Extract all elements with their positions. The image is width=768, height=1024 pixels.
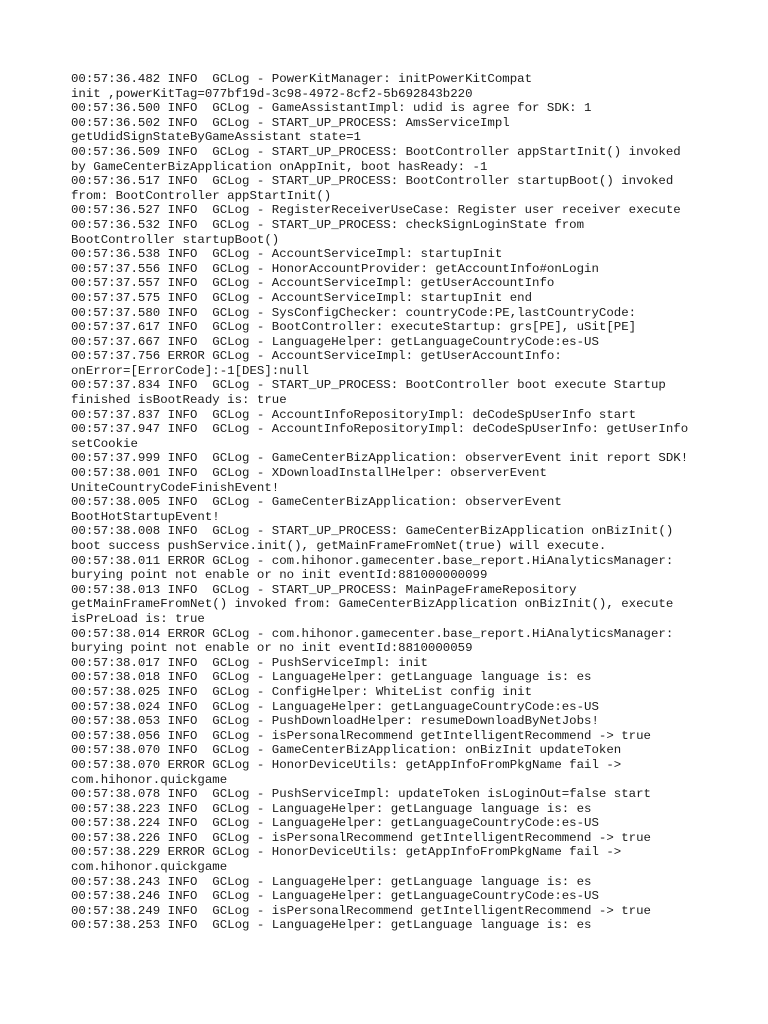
log-line: 00:57:37.999 INFO GCLog - GameCenterBizApplication: observerEvent init report SDK! — [71, 451, 689, 466]
log-line: isPreLoad is: true — [71, 611, 205, 626]
log-line: 00:57:37.837 INFO GCLog - AccountInfoRepositoryImpl: deCodeSpUserInfo start — [71, 407, 637, 422]
log-line: 00:57:38.224 INFO GCLog - LanguageHelper: getLanguageCountryCode:es-US — [71, 816, 599, 831]
log-line: getMainFrameFromNet() invoked from: GameCenterBizApplication onBizInit(), execute — [71, 597, 674, 612]
log-line: 00:57:37.617 INFO GCLog - BootController: executeStartup: grs[PE], uSit[PE] — [71, 320, 637, 335]
log-line: 00:57:38.018 INFO GCLog - LanguageHelper: getLanguage language is: es — [71, 670, 592, 685]
log-line: 00:57:38.078 INFO GCLog - PushServiceImpl: updateToken isLoginOut=false start — [71, 787, 651, 802]
log-line: 00:57:37.575 INFO GCLog - AccountServiceImpl: startupInit end — [71, 290, 533, 305]
log-line: 00:57:38.223 INFO GCLog - LanguageHelper: getLanguage language is: es — [71, 801, 592, 816]
log-line: init ,powerKitTag=077bf19d-3c98-4972-8cf2-5b692843b220 — [71, 86, 473, 101]
log-line: 00:57:36.538 INFO GCLog - AccountServiceImpl: startupInit — [71, 247, 503, 262]
log-line: 00:57:38.008 INFO GCLog - START_UP_PROCESS: GameCenterBizApplication onBizInit() — [71, 524, 674, 539]
log-line: setCookie — [71, 436, 138, 451]
log-line: com.hihonor.quickgame — [71, 860, 228, 875]
log-line: 00:57:37.580 INFO GCLog - SysConfigChecker: countryCode:PE,lastCountryCode: — [71, 305, 637, 320]
log-line: boot success pushService.init(), getMainFrameFromNet(true) will execute. — [71, 539, 607, 553]
log-line: UniteCountryCodeFinishEvent! — [71, 480, 280, 495]
log-line: 00:57:38.017 INFO GCLog - PushServiceImpl: init — [71, 655, 428, 670]
log-line: 00:57:37.667 INFO GCLog - LanguageHelper: getLanguageCountryCode:es-US — [71, 334, 599, 349]
log-line: 00:57:37.557 INFO GCLog - AccountServiceImpl: getUserAccountInfo — [71, 276, 555, 291]
log-line: 00:57:36.500 INFO GCLog - GameAssistantImpl: udid is agree for SDK: 1 — [71, 101, 592, 116]
log-line: 00:57:38.011 ERROR GCLog - com.hihonor.gamecenter.base_report.HiAnalyticsManager: — [71, 553, 674, 568]
log-line: 00:57:38.025 INFO GCLog - ConfigHelper: WhiteList config init — [71, 684, 533, 699]
log-line: onError=[ErrorCode]:-1[DES]:null — [71, 363, 309, 378]
log-line: BootHotStartupEvent! — [71, 509, 220, 524]
log-line: 00:57:38.056 INFO GCLog - isPersonalRecommend getIntelligentRecommend -> true — [71, 728, 651, 743]
log-line: 00:57:38.226 INFO GCLog - isPersonalRecommend getIntelligentRecommend -> true — [71, 830, 651, 845]
log-line: 00:57:38.253 INFO GCLog - LanguageHelper: getLanguage language is: es — [71, 918, 592, 933]
log-line: com.hihonor.quickgame — [71, 772, 228, 787]
log-line: burying point not enable or no init eventId:881000000099 — [71, 568, 488, 583]
log-line: finished isBootReady is: true — [71, 393, 287, 408]
log-line: burying point not enable or no init eventId:8810000059 — [71, 641, 473, 656]
log-line: 00:57:38.249 INFO GCLog - isPersonalRecommend getIntelligentRecommend -> true — [71, 903, 651, 918]
log-line: 00:57:38.014 ERROR GCLog - com.hihonor.gamecenter.base_report.HiAnalyticsManager: — [71, 626, 674, 641]
log-line: getUdidSignStateByGameAssistant state=1 — [71, 130, 361, 145]
log-line: 00:57:36.527 INFO GCLog - RegisterReceiverUseCase: Register user receiver execute — [71, 203, 681, 218]
log-line: from: BootController appStartInit() — [71, 188, 332, 203]
log-line: 00:57:38.243 INFO GCLog - LanguageHelper: getLanguage language is: es — [71, 874, 592, 889]
log-text-block — [71, 72, 711, 933]
log-line: 00:57:38.229 ERROR GCLog - HonorDeviceUtils: getAppInfoFromPkgName fail -> — [71, 845, 622, 860]
log-line: 00:57:36.517 INFO GCLog - START_UP_PROCESS: BootController startupBoot() invoked — [71, 174, 674, 189]
log-line: 00:57:38.246 INFO GCLog - LanguageHelper: getLanguageCountryCode:es-US — [71, 889, 599, 904]
log-line: 00:57:38.013 INFO GCLog - START_UP_PROCESS: MainPageFrameRepository — [71, 582, 577, 597]
log-line: 00:57:38.070 INFO GCLog - GameCenterBizApplication: onBizInit updateToken — [71, 743, 622, 758]
log-line: 00:57:36.502 INFO GCLog - START_UP_PROCESS: AmsServiceImpl — [71, 115, 510, 130]
log-line: 00:57:38.005 INFO GCLog - GameCenterBizApplication: observerEvent — [71, 495, 562, 510]
log-line: 00:57:38.053 INFO GCLog - PushDownloadHelper: resumeDownloadByNetJobs! — [71, 714, 599, 729]
log-line: 00:57:37.756 ERROR GCLog - AccountServiceImpl: getUserAccountInfo: — [71, 349, 562, 364]
log-line: 00:57:38.024 INFO GCLog - LanguageHelper: getLanguageCountryCode:es-US — [71, 699, 599, 714]
log-document — [71, 72, 711, 933]
log-line: 00:57:36.509 INFO GCLog - START_UP_PROCESS: BootController appStartInit() invoked — [71, 144, 681, 159]
log-line: 00:57:36.532 INFO GCLog - START_UP_PROCESS: checkSignLoginState from — [71, 217, 585, 232]
log-line: BootController startupBoot() — [71, 232, 280, 247]
log-line: 00:57:36.482 INFO GCLog - PowerKitManager: initPowerKitCompat — [71, 72, 533, 86]
log-line: 00:57:37.947 INFO GCLog - AccountInfoRepositoryImpl: deCodeSpUserInfo: getUserInfo — [71, 422, 689, 437]
log-line: 00:57:38.001 INFO GCLog - XDownloadInstallHelper: observerEvent — [71, 466, 547, 481]
log-line: 00:57:37.556 INFO GCLog - HonorAccountProvider: getAccountInfo#onLogin — [71, 261, 599, 276]
log-line: 00:57:38.070 ERROR GCLog - HonorDeviceUtils: getAppInfoFromPkgName fail -> — [71, 757, 622, 772]
log-line: by GameCenterBizApplication onAppInit, boot hasReady: -1 — [71, 159, 488, 174]
log-line: 00:57:37.834 INFO GCLog - START_UP_PROCESS: BootController boot execute Startup — [71, 378, 666, 393]
